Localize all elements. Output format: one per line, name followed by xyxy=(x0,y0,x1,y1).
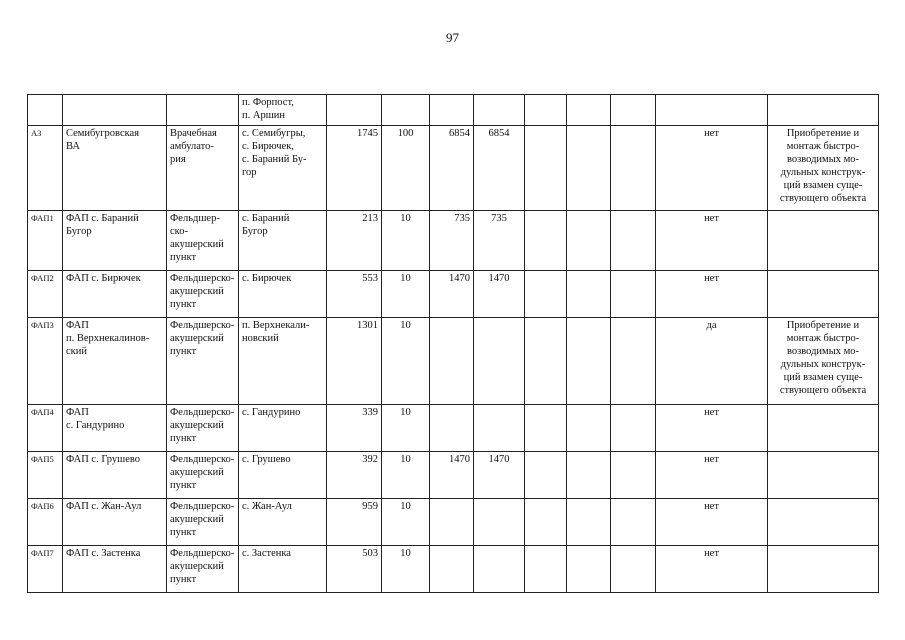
value-column-2 xyxy=(474,546,525,593)
status-flag: нет xyxy=(656,271,768,318)
empty-cell xyxy=(611,126,656,211)
empty-cell xyxy=(525,405,567,452)
measure-note: Приобретение и монтаж быстро- возводимых мо- дульных конструк- ций взамен суще- ствующего объекта xyxy=(768,318,879,405)
measure-note xyxy=(768,271,879,318)
radius-value: 10 xyxy=(382,452,430,499)
facility-table xyxy=(27,94,879,593)
empty-cell xyxy=(525,95,567,126)
empty-cell xyxy=(611,499,656,546)
radius-value: 10 xyxy=(382,211,430,271)
facility-name xyxy=(63,95,167,126)
value-column-2: 1470 xyxy=(474,452,525,499)
population-value xyxy=(327,95,382,126)
facility-code xyxy=(28,95,63,126)
measure-note: Приобретение и монтаж быстро- возводимых мо- дульных конструк- ций взамен суще- ствующего объекта xyxy=(768,126,879,211)
value-column-2: 1470 xyxy=(474,271,525,318)
value-column-2 xyxy=(474,95,525,126)
facility-type: Фельдшерско- акушерский пункт xyxy=(167,499,239,546)
table-row xyxy=(28,318,879,405)
facility-code: ФАП7 xyxy=(28,546,63,593)
table-row xyxy=(28,499,879,546)
served-settlements: с. Жан-Аул xyxy=(239,499,327,546)
empty-cell xyxy=(611,95,656,126)
value-column-1: 1470 xyxy=(430,452,474,499)
value-column-1: 735 xyxy=(430,211,474,271)
population-value: 959 xyxy=(327,499,382,546)
facility-name: Семибугровская ВА xyxy=(63,126,167,211)
radius-value: 100 xyxy=(382,126,430,211)
population-value: 213 xyxy=(327,211,382,271)
facility-code: А3 xyxy=(28,126,63,211)
empty-cell xyxy=(567,405,611,452)
empty-cell xyxy=(525,452,567,499)
facility-code: ФАП5 xyxy=(28,452,63,499)
measure-note xyxy=(768,499,879,546)
empty-cell xyxy=(611,271,656,318)
empty-cell xyxy=(567,211,611,271)
status-flag xyxy=(656,95,768,126)
empty-cell xyxy=(525,318,567,405)
empty-cell xyxy=(525,499,567,546)
value-column-2 xyxy=(474,318,525,405)
table-row xyxy=(28,126,879,211)
population-value: 339 xyxy=(327,405,382,452)
facility-code: ФАП6 xyxy=(28,499,63,546)
facility-name: ФАП с. Бирючек xyxy=(63,271,167,318)
status-flag: нет xyxy=(656,211,768,271)
value-column-2: 6854 xyxy=(474,126,525,211)
table-body xyxy=(28,95,879,593)
empty-cell xyxy=(567,499,611,546)
measure-note xyxy=(768,211,879,271)
table-row xyxy=(28,271,879,318)
served-settlements: с. Бараний Бугор xyxy=(239,211,327,271)
empty-cell xyxy=(611,546,656,593)
empty-cell xyxy=(567,546,611,593)
facility-code: ФАП4 xyxy=(28,405,63,452)
facility-code: ФАП3 xyxy=(28,318,63,405)
served-settlements: п. Верхнекали- новский xyxy=(239,318,327,405)
empty-cell xyxy=(567,126,611,211)
value-column-1 xyxy=(430,546,474,593)
facility-code: ФАП1 xyxy=(28,211,63,271)
empty-cell xyxy=(611,318,656,405)
value-column-2 xyxy=(474,499,525,546)
served-settlements: с. Семибугры, с. Бирючек, с. Бараний Бу- гор xyxy=(239,126,327,211)
empty-cell xyxy=(525,271,567,318)
radius-value: 10 xyxy=(382,546,430,593)
population-value: 503 xyxy=(327,546,382,593)
status-flag: нет xyxy=(656,546,768,593)
served-settlements: с. Застенка xyxy=(239,546,327,593)
empty-cell xyxy=(611,452,656,499)
radius-value: 10 xyxy=(382,405,430,452)
value-column-2 xyxy=(474,405,525,452)
served-settlements: с. Гандурино xyxy=(239,405,327,452)
empty-cell xyxy=(525,211,567,271)
table-row xyxy=(28,546,879,593)
value-column-2: 735 xyxy=(474,211,525,271)
status-flag: нет xyxy=(656,126,768,211)
value-column-1 xyxy=(430,499,474,546)
empty-cell xyxy=(525,546,567,593)
value-column-1: 1470 xyxy=(430,271,474,318)
measure-note xyxy=(768,95,879,126)
facility-type: Фельдшерско- акушерский пункт xyxy=(167,318,239,405)
table-row xyxy=(28,405,879,452)
facility-type: Фельдшерско- акушерский пункт xyxy=(167,405,239,452)
radius-value: 10 xyxy=(382,271,430,318)
facility-name: ФАП с. Застенка xyxy=(63,546,167,593)
facility-name: ФАП с. Гандурино xyxy=(63,405,167,452)
value-column-1 xyxy=(430,318,474,405)
measure-note xyxy=(768,405,879,452)
empty-cell xyxy=(567,95,611,126)
facility-name: ФАП с. Бараний Бугор xyxy=(63,211,167,271)
served-settlements: с. Бирючек xyxy=(239,271,327,318)
served-settlements: с. Грушево xyxy=(239,452,327,499)
status-flag: да xyxy=(656,318,768,405)
empty-cell xyxy=(611,405,656,452)
measure-note xyxy=(768,452,879,499)
value-column-1 xyxy=(430,405,474,452)
facility-name: ФАП с. Жан-Аул xyxy=(63,499,167,546)
empty-cell xyxy=(567,271,611,318)
empty-cell xyxy=(525,126,567,211)
measure-note xyxy=(768,546,879,593)
table-row xyxy=(28,452,879,499)
facility-code: ФАП2 xyxy=(28,271,63,318)
value-column-1 xyxy=(430,95,474,126)
radius-value xyxy=(382,95,430,126)
status-flag: нет xyxy=(656,405,768,452)
population-value: 1745 xyxy=(327,126,382,211)
empty-cell xyxy=(611,211,656,271)
population-value: 392 xyxy=(327,452,382,499)
facility-type xyxy=(167,95,239,126)
page-number: 97 xyxy=(446,30,459,45)
facility-type: Фельдшерско- акушерский пункт xyxy=(167,546,239,593)
served-settlements: п. Форпост, п. Аршин xyxy=(239,95,327,126)
status-flag: нет xyxy=(656,452,768,499)
value-column-1: 6854 xyxy=(430,126,474,211)
facility-type: Фельдшер- ско- акушерский пункт xyxy=(167,211,239,271)
facility-type: Фельдшерско- акушерский пункт xyxy=(167,452,239,499)
status-flag: нет xyxy=(656,499,768,546)
table-row xyxy=(28,95,879,126)
radius-value: 10 xyxy=(382,318,430,405)
facility-type: Фельдшерско- акушерский пункт xyxy=(167,271,239,318)
empty-cell xyxy=(567,318,611,405)
radius-value: 10 xyxy=(382,499,430,546)
facility-name: ФАП п. Верхнекалинов- ский xyxy=(63,318,167,405)
facility-type: Врачебная амбулато- рия xyxy=(167,126,239,211)
population-value: 1301 xyxy=(327,318,382,405)
table-row xyxy=(28,211,879,271)
facility-name: ФАП с. Грушево xyxy=(63,452,167,499)
population-value: 553 xyxy=(327,271,382,318)
empty-cell xyxy=(567,452,611,499)
